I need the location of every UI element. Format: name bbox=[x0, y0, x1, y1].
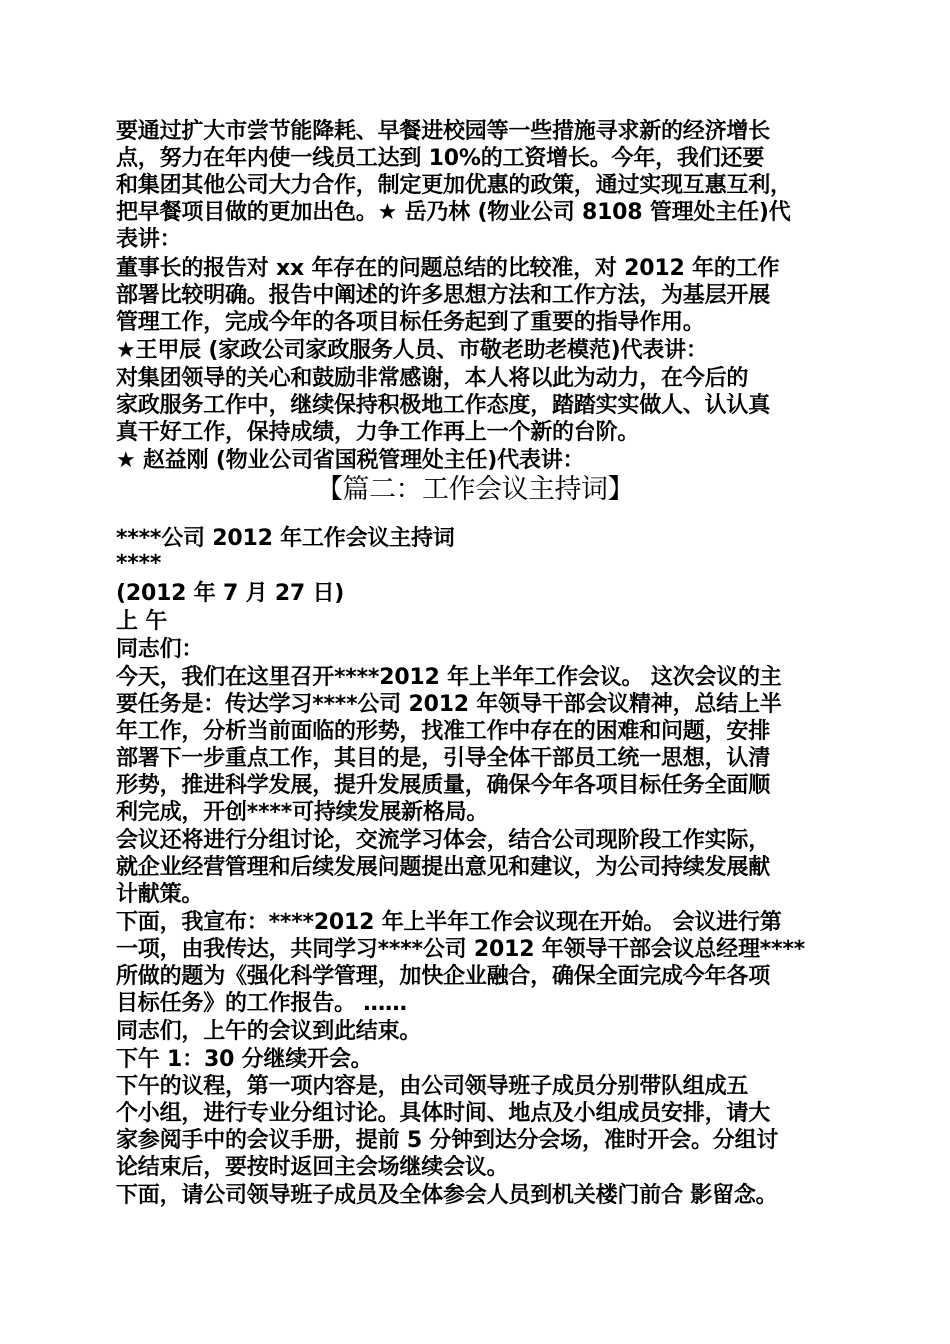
text-line: 利完成，开创****可持续发展新格局。 bbox=[116, 800, 489, 825]
text-line: 董事长的报告对 xx 年存在的问题总结的比较准，对 2012 年的工作 bbox=[116, 256, 780, 281]
text-line: 和集团其他公司大力合作，制定更加优惠的政策，通过实现互惠互利， bbox=[116, 173, 792, 198]
text-line: 一项，由我传达，共同学习****公司 2012 年领导干部会议总经理**** bbox=[116, 937, 805, 962]
text-line: 上 午 bbox=[116, 609, 168, 634]
text-line: 就企业经营管理和后续发展问题提出意见和建议，为公司持续发展献 bbox=[116, 855, 771, 880]
text-line: 对集团领导的关心和鼓励非常感谢，本人将以此为动力，在今后的 bbox=[116, 366, 749, 391]
text-line: ★ 赵益刚 (物业公司省国税管理处主任)代表讲： bbox=[116, 448, 585, 473]
text-line: 同志们： bbox=[116, 637, 204, 662]
text-line: 所做的题为《强化科学管理，加快企业融合，确保全面完成今年各项 bbox=[116, 964, 771, 989]
text-line: 年工作，分析当前面临的形势，找准工作中存在的困难和问题，安排 bbox=[116, 719, 771, 744]
text-line: 论结束后，要按时返回主会场继续会议。 bbox=[116, 1155, 509, 1180]
text-line: 要通过扩大市尝节能降耗、早餐进校园等一些措施寻求新的经济增长 bbox=[116, 119, 771, 144]
text-line: 下午 1：30 分继续开会。 bbox=[116, 1047, 373, 1072]
text-line: 要任务是：传达学习****公司 2012 年领导干部会议精神，总结上半 bbox=[116, 692, 782, 717]
text-line: 把早餐项目做的更加出色。★ 岳乃林 (物业公司 8108 管理处主任)代 bbox=[116, 200, 791, 225]
text-line: 真干好工作，保持成绩，力争工作再上一个新的台阶。 bbox=[116, 420, 640, 445]
text-line: 今天，我们在这里召开****2012 年上半年工作会议。 这次会议的主 bbox=[116, 665, 782, 690]
text-line: 同志们，上午的会议到此结束。 bbox=[116, 1019, 422, 1044]
text-line: 个小组，进行专业分组讨论。具体时间、地点及小组成员安排，请大 bbox=[116, 1101, 771, 1126]
text-line: 表讲： bbox=[116, 227, 182, 252]
text-line: 部署比较明确。报告中阐述的许多思想方法和工作方法，为基层开展 bbox=[116, 283, 771, 308]
text-line: 家参阅手中的会议手册，提前 5 分钟到达分会场，准时开会。分组讨 bbox=[116, 1128, 779, 1153]
text-line: 目标任务》的工作报告。 …… bbox=[116, 991, 407, 1016]
text-line: 下面，请公司领导班子成员及全体参会人员到机关楼门前合 影留念。 bbox=[116, 1183, 778, 1208]
text-line: 部署下一步重点工作，其目的是，引导全体干部员工统一思想，认清 bbox=[116, 746, 771, 771]
text-line: 管理工作，完成今年的各项目标任务起到了重要的指导作用。 bbox=[116, 310, 705, 335]
text-line: ★王甲辰 (家政公司家政服务人员、市敬老助老模范)代表讲： bbox=[116, 338, 708, 363]
text-line: 下午的议程，第一项内容是，由公司领导班子成员分别带队组成五 bbox=[116, 1074, 749, 1099]
text-line: 计献策。 bbox=[116, 882, 204, 907]
text-line: 会议还将进行分组讨论，交流学习体会，结合公司现阶段工作实际， bbox=[116, 828, 771, 853]
section-heading: 【篇二：工作会议主持词】 bbox=[316, 474, 634, 505]
text-line: 点，努力在年内使一线员工达到 10%的工资增长。今年，我们还要 bbox=[116, 146, 765, 171]
text-line: **** bbox=[116, 551, 162, 576]
text-line: 下面，我宣布：****2012 年上半年工作会议现在开始。 会议进行第 bbox=[116, 910, 782, 935]
text-line: 家政服务工作中，继续保持积极地工作态度，踏踏实实做人、认认真 bbox=[116, 393, 771, 418]
text-line: 形势，推进科学发展，提升发展质量，确保今年各项目标任务全面顺 bbox=[116, 773, 771, 798]
meeting-title: ****公司 2012 年工作会议主持词 bbox=[116, 526, 455, 551]
meeting-date: (2012 年 7 月 27 日) bbox=[116, 581, 345, 606]
